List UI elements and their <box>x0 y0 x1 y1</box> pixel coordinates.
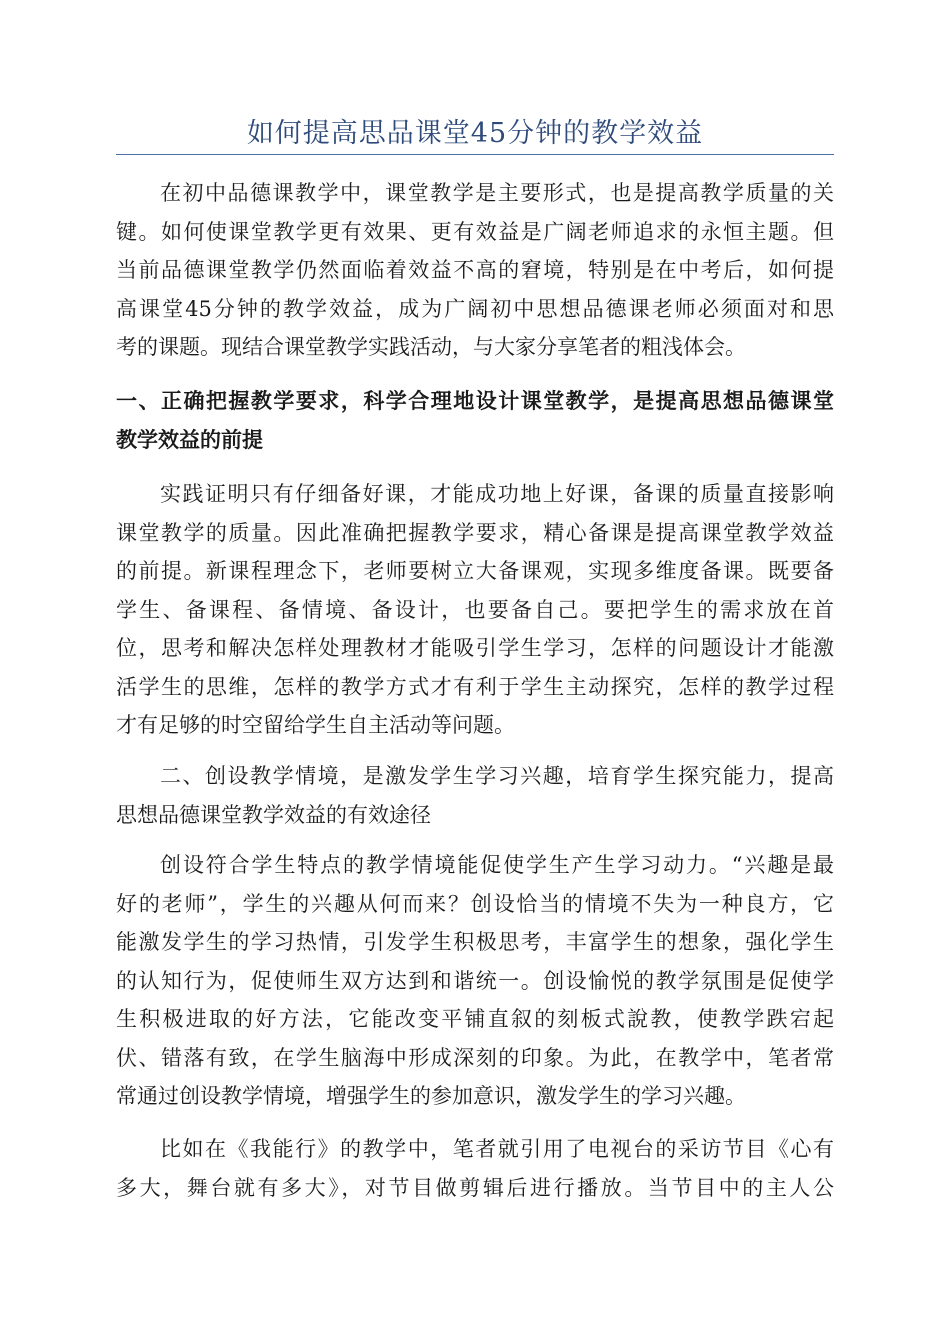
text-line: 高课堂45分钟的教学效益，成为广阔初中思想品德课老师必须面对和思 <box>116 296 834 321</box>
text-line: 实践证明只有仔细备好课，才能成功地上好课，备课的质量直接影响 <box>160 482 834 506</box>
text-line: 的前提。新课程理念下，老师要树立大备课观，实现多维度备课。既要备 <box>116 559 834 583</box>
text-line: 键。如何使课堂教学更有效果、更有效益是广阔老师追求的永恒主题。但 <box>116 219 834 244</box>
paragraph-example <box>116 1130 834 1207</box>
paragraph-intro <box>116 174 834 367</box>
text-line: 课堂教学的质量。因此准确把握教学要求，精心备课是提高课堂教学效益 <box>116 520 834 545</box>
text-line: 好的老师”，学生的兴趣从何而来？创设恰当的情境不失为一种良方，它 <box>116 891 834 916</box>
text-line: 比如在《我能行》的教学中，笔者就引用了电视台的采访节目《心有 <box>160 1137 834 1161</box>
heading-line: 一、正确把握教学要求，科学合理地设计课堂教学，是提高思想品德课堂 <box>116 388 834 413</box>
title-underline <box>116 154 834 155</box>
text-line: 能激发学生的学习热情，引发学生积极思考，丰富学生的想象，强化学生 <box>116 930 834 954</box>
section-heading-1 <box>116 382 834 459</box>
text-line: 二、创设教学情境，是激发学生学习兴趣，培育学生探究能力，提高 <box>160 764 834 788</box>
document-title: 如何提高思品课堂45分钟的教学效益 <box>246 118 704 149</box>
text-line: 的认知行为，促使师生双方达到和谐统一。创设愉悦的教学氛围是促使学 <box>116 968 834 993</box>
text-line: 生积极进取的好方法，它能改变平铺直叙的刻板式說教，使教学跌宕起 <box>116 1007 834 1031</box>
text-line: 创设符合学生特点的教学情境能促使学生产生学习动力。“兴趣是最 <box>160 853 834 877</box>
text-line: 在初中品德课教学中，课堂教学是主要形式，也是提高教学质量的关 <box>160 181 834 205</box>
heading-line: 教学效益的前提 <box>116 426 263 452</box>
text-line: 当前品德课堂教学仍然面临着效益不高的窘境，特别是在中考后，如何提 <box>116 258 834 282</box>
section-heading-2 <box>116 757 834 834</box>
text-line: 活学生的思维，怎样的教学方式才有利于学生主动探究，怎样的教学过程 <box>116 674 834 699</box>
text-line: 位，思考和解决怎样处理教材才能吸引学生学习，怎样的问题设计才能激 <box>116 636 834 660</box>
text-line: 才有足够的时空留给学生自主活动等问题。 <box>116 713 515 737</box>
text-line: 常通过创设教学情境，增强学生的参加意识，激发学生的学习兴趣。 <box>116 1084 746 1108</box>
text-line: 多大，舞台就有多大》，对节目做剪辑后进行播放。当节目中的主人公 <box>116 1175 834 1200</box>
paragraph-preparation <box>116 475 834 745</box>
text-line: 思想品德课堂教学效益的有效途径 <box>116 802 431 827</box>
text-line: 伏、错落有致，在学生脑海中形成深刻的印象。为此，在教学中，笔者常 <box>116 1045 834 1070</box>
text-line: 考的课题。现结合课堂教学实践活动，与大家分享笔者的粗浅体会。 <box>116 335 746 359</box>
paragraph-situations <box>116 846 834 1116</box>
text-line: 学生、备课程、备情境、备设计，也要备自己。要把学生的需求放在首 <box>116 597 834 622</box>
